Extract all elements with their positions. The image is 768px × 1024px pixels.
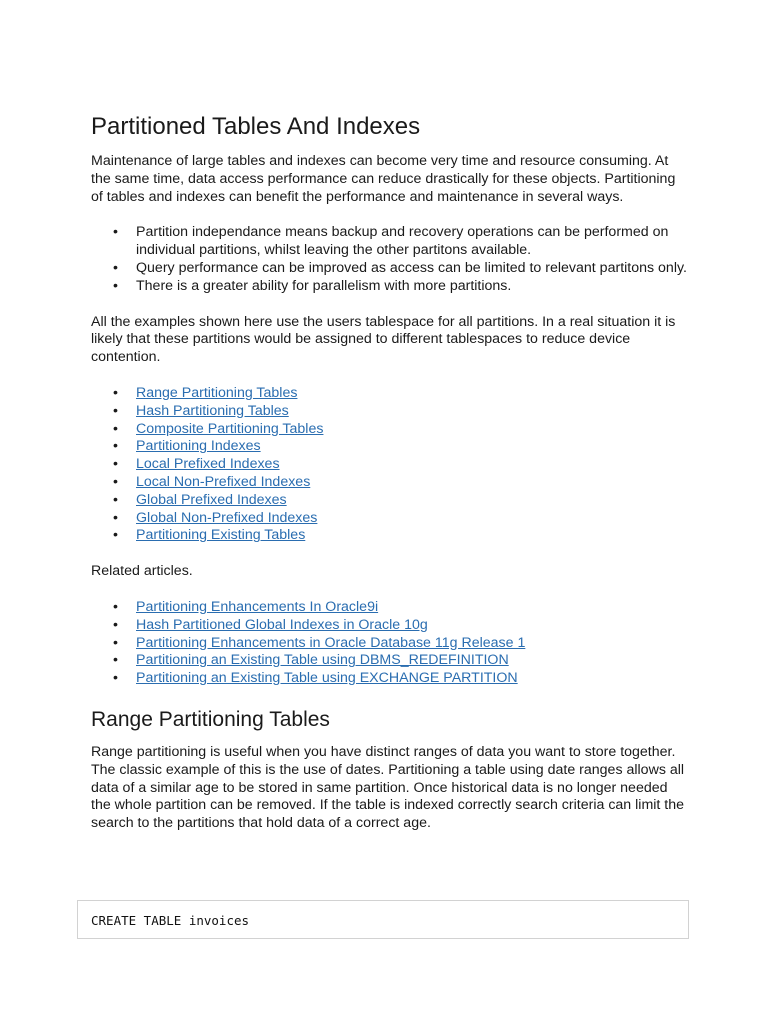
list-item — [91, 385, 691, 403]
list-item — [91, 670, 691, 688]
benefit-text: There is a greater ability for parallelism with more partitions. — [136, 277, 512, 294]
toc-link-global-non-prefixed[interactable]: Global Non-Prefixed Indexes — [136, 509, 318, 526]
benefits-list — [91, 224, 691, 295]
related-link-oracle10g[interactable]: Hash Partitioned Global Indexes in Oracle 10g — [136, 616, 428, 633]
list-item — [91, 599, 691, 617]
section-paragraph: Range partitioning is useful when you have distinct ranges of data you want to store together. The classic example of this is the use of dates. Partitioning a table using date ranges allows all data of a similar age to be stored in same partition. Once historical data is no longer needed the whole partition can be removed. If the table is indexed correctly search criteria can limit the search to the partitions that hold data of a correct age. — [91, 743, 685, 832]
bullet-icon: • — [113, 634, 118, 651]
toc-link-existing-tables[interactable]: Partitioning Existing Tables — [136, 527, 306, 544]
intro-paragraph: Maintenance of large tables and indexes can become very time and resource consuming. At the same time, data access performance can reduce drastically for these objects. Partitioning of tables and indexes can benefit the performance and maintenance in several ways. — [91, 153, 676, 205]
bullet-icon: • — [113, 527, 118, 544]
toc-link-local-non-prefixed[interactable]: Local Non-Prefixed Indexes — [136, 473, 311, 490]
list-item — [91, 527, 691, 545]
toc-link-local-prefixed[interactable]: Local Prefixed Indexes — [136, 456, 280, 473]
toc-link-composite-partitioning[interactable]: Composite Partitioning Tables — [136, 420, 324, 437]
list-item — [91, 260, 691, 278]
related-link-dbms-redefinition[interactable]: Partitioning an Existing Table using DBMS_REDEFINITION — [136, 652, 509, 669]
toc-list — [91, 385, 691, 545]
bullet-icon: • — [113, 277, 118, 294]
bullet-icon: • — [113, 652, 118, 669]
bullet-icon: • — [113, 384, 118, 401]
list-item — [91, 635, 691, 653]
list-item — [91, 224, 691, 260]
bullet-icon: • — [113, 616, 118, 633]
related-label: Related articles. — [91, 563, 193, 580]
bullet-icon: • — [113, 456, 118, 473]
benefit-text: Query performance can be improved as access can be limited to relevant partitons only. — [136, 259, 687, 276]
toc-link-partitioning-indexes[interactable]: Partitioning Indexes — [136, 438, 261, 455]
list-item — [91, 492, 691, 510]
benefit-text: Partition independance means backup and recovery operations can be performed on individual partitions, whilst leaving the other partitons available. — [136, 224, 669, 259]
bullet-icon: • — [113, 509, 118, 526]
bullet-icon: • — [113, 224, 118, 241]
related-link-oracle9i[interactable]: Partitioning Enhancements In Oracle9i — [136, 598, 379, 615]
list-item — [91, 456, 691, 474]
examples-note: All the examples shown here use the users tablespace for all partitions. In a real situation it is likely that these partitions would be assigned to different tablespaces to reduce device contention. — [91, 313, 676, 366]
list-item — [91, 510, 691, 528]
list-item — [91, 617, 691, 635]
list-item — [91, 652, 691, 670]
bullet-icon: • — [113, 598, 118, 615]
toc-link-hash-partitioning[interactable]: Hash Partitioning Tables — [136, 402, 289, 419]
bullet-icon: • — [113, 438, 118, 455]
toc-link-range-partitioning[interactable]: Range Partitioning Tables — [136, 384, 298, 401]
code-block: CREATE TABLE invoices — [77, 900, 689, 939]
bullet-icon: • — [113, 670, 118, 687]
bullet-icon: • — [113, 402, 118, 419]
related-list — [91, 599, 691, 688]
page-title: Partitioned Tables And Indexes — [91, 113, 421, 140]
list-item — [91, 474, 691, 492]
bullet-icon: • — [113, 420, 118, 437]
section-heading: Range Partitioning Tables — [91, 707, 330, 731]
list-item — [91, 421, 691, 439]
list-item — [91, 438, 691, 456]
list-item — [91, 403, 691, 421]
related-link-oracle11g[interactable]: Partitioning Enhancements in Oracle Database 11g Release 1 — [136, 634, 526, 651]
toc-link-global-prefixed[interactable]: Global Prefixed Indexes — [136, 491, 287, 508]
related-link-exchange-partition[interactable]: Partitioning an Existing Table using EXCHANGE PARTITION — [136, 670, 518, 687]
list-item — [91, 278, 691, 296]
document-page — [91, 112, 691, 851]
bullet-icon: • — [113, 491, 118, 508]
bullet-icon: • — [113, 473, 118, 490]
bullet-icon: • — [113, 259, 118, 276]
